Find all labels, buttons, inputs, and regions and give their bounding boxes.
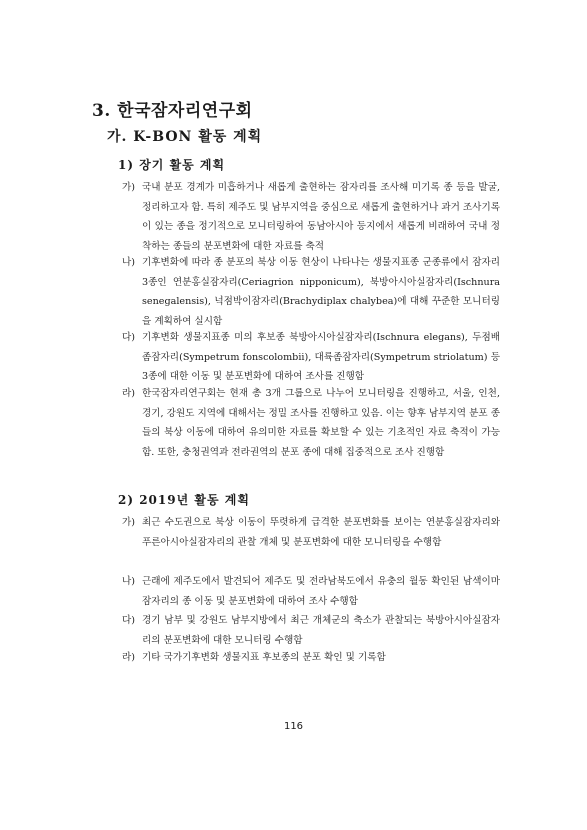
list-item bbox=[122, 572, 500, 612]
section-heading: 3. 한국잠자리연구회 bbox=[92, 101, 253, 121]
long-term-plan-heading: 1) 장기 활동 계획 bbox=[118, 158, 226, 172]
list-marker: 가) bbox=[122, 182, 136, 193]
list-marker: 다) bbox=[122, 332, 136, 343]
list-marker: 가) bbox=[122, 517, 136, 528]
list-item bbox=[122, 611, 500, 651]
list-marker: 라) bbox=[122, 388, 136, 399]
list-marker: 나) bbox=[122, 257, 136, 268]
list-item bbox=[122, 513, 500, 573]
list-marker: 나) bbox=[122, 576, 136, 587]
list-text: 경기 남부 및 강원도 남부지방에서 최근 개체군의 축소가 관찰되는 북방아시아실잠자리의 분포변화에 대한 모니터링 수행함 bbox=[142, 615, 500, 646]
list-marker: 라) bbox=[122, 652, 136, 663]
list-item bbox=[122, 648, 500, 668]
list-text: 국내 분포 경계가 미흡하거나 새롭게 출현하는 잠자리를 조사해 미기록 종 등을 발굴, 정리하고자 함. 특히 제주도 및 남부지역을 중심으로 새롭게 출현하거나 과거 조사기록이 있는 종을 정기적으로 모니터링하여 동남아시아 등지에서 새롭게 비래하여 국내 정착하는 종들의 분포변화에 대한 자료를 축적 bbox=[142, 182, 500, 252]
list-text: 기후변화 생물지표종 미의 후보종 북방아시아실잠자리(Ischnura elegans), 두점배좀잠자리(Sympetrum fonscolombii), 대륙좀잠자리(Sympetrum striolatum) 등 3종에 대한 이동 및 분포변화에 대하여 조사를 진행함 bbox=[142, 332, 500, 383]
list-text: 최근 수도권으로 북상 이동이 뚜렷하게 급격한 분포변화를 보이는 연분홍실잠자리와 푸른아시아실잠자리의 관찰 개체 및 분포변화에 대한 모니터링을 수행함 bbox=[142, 517, 500, 548]
subsection-heading: 가. K-BON 활동 계획 bbox=[107, 129, 263, 145]
page-number: 116 bbox=[283, 721, 304, 732]
list-text: 근래에 제주도에서 발견되어 제주도 및 전라남북도에서 유충의 월동 확인된 남색이마잠자리의 종 이동 및 분포변화에 대하여 조사 수행함 bbox=[142, 576, 500, 607]
list-item bbox=[122, 384, 500, 464]
list-marker: 다) bbox=[122, 615, 136, 626]
list-item bbox=[122, 328, 500, 388]
plan-2019-heading: 2) 2019년 활동 계획 bbox=[118, 493, 250, 507]
list-text: 기타 국가기후변화 생물지표 후보종의 분포 확인 및 기록함 bbox=[142, 652, 386, 663]
list-item bbox=[122, 253, 500, 333]
list-text: 기후변화에 따라 종 분포의 북상 이동 현상이 나타나는 생물지표종 군종류에서 잠자리 3종인 연분홍실잠자리(Ceriagrion nipponicum), 북방아시아실잠자리(Ischnura senegalensis), 넉점박이잠자리(Brachydiplax chalybea)에 대해 꾸준한 모니터링을 계획하여 실시함 bbox=[142, 257, 501, 327]
list-item bbox=[122, 178, 500, 258]
list-text: 한국잠자리연구회는 현재 총 3개 그룹으로 나누어 모니터링을 진행하고, 서울, 인천, 경기, 강원도 지역에 대해서는 정밀 조사를 진행하고 있음. 이는 향후 남부지역 분포 종들의 북상 이동에 대하여 유의미한 자료를 확보할 수 있는 기초적인 자료 축적이 가능함. 또한, 충청권역과 전라권역의 분포 종에 대해 집중적으로 조사 진행함 bbox=[142, 388, 500, 458]
